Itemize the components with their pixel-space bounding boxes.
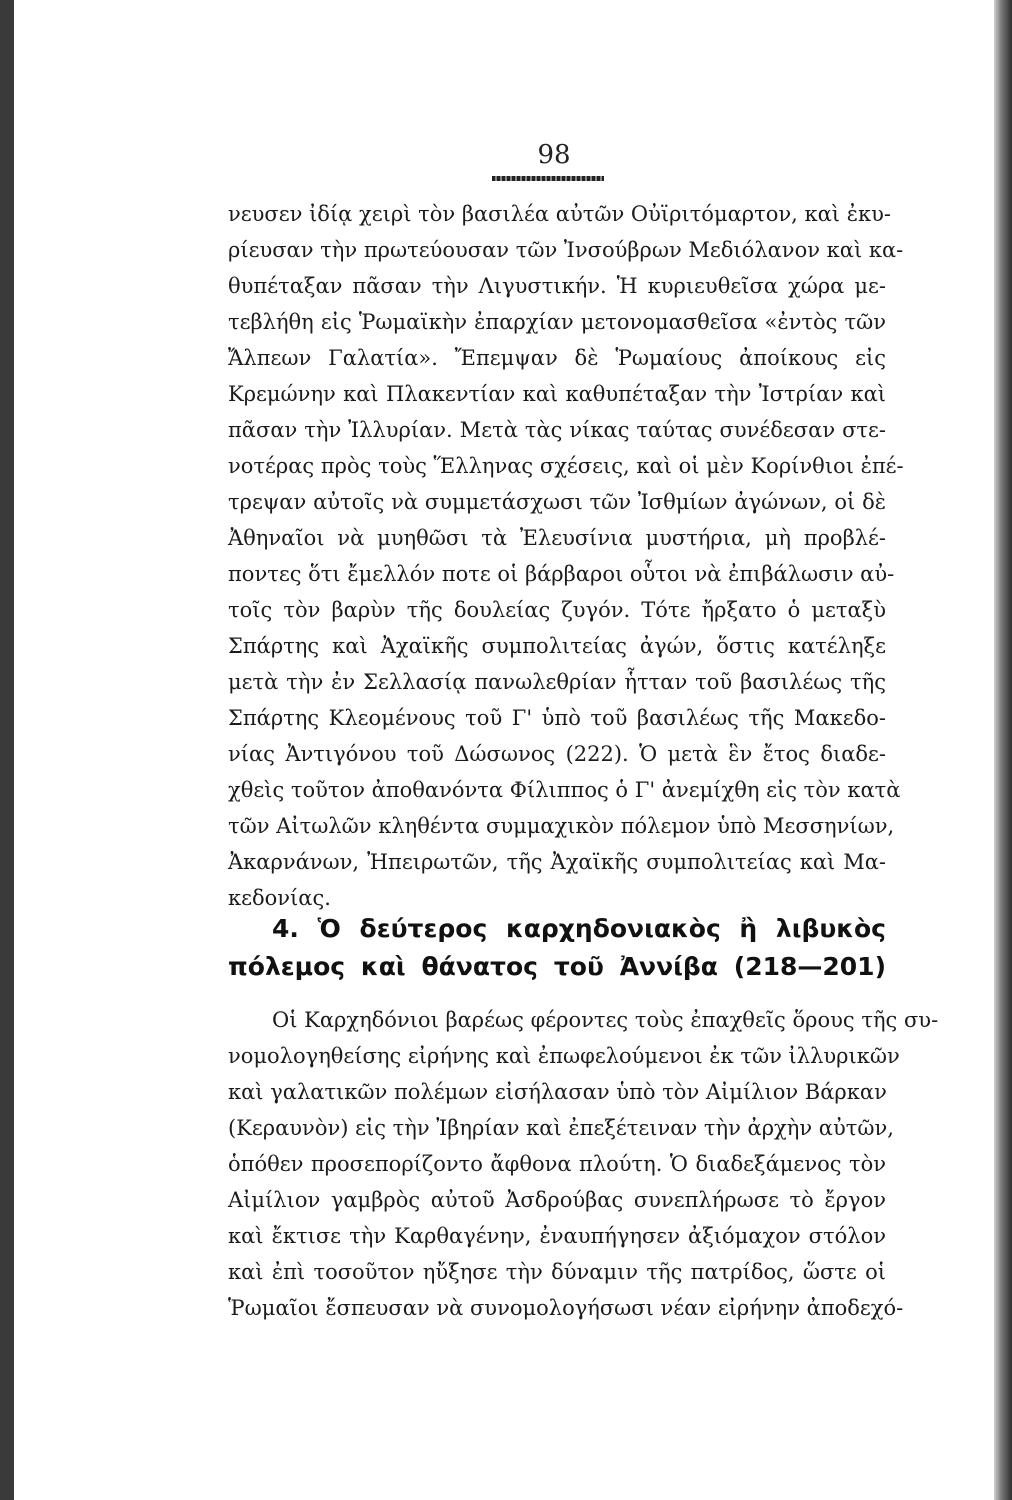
paragraph-1-line: Ἀκαρνάνων, Ἠπειρωτῶν, τῆς Ἀχαϊκῆς συμπολιτείας καὶ Μα- bbox=[228, 850, 886, 874]
paragraph-2-line: καὶ γαλατικῶν πολέμων εἰσήλασαν ὑπὸ τὸν Αἰμίλιον Βάρκαν bbox=[228, 1080, 887, 1104]
paragraph-2-line: καὶ ἔκτισε τὴν Καρθαγένην, ἐναυπήγησεν ἀξιόμαχον στόλον bbox=[228, 1224, 886, 1248]
paragraph-1-line: νοτέρας πρὸς τοὺς Ἕλληνας σχέσεις, καὶ οἱ μὲν Κορίνθιοι ἐπέ- bbox=[228, 454, 904, 478]
paragraph-2-line: (Κεραυνὸν) εἰς τὴν Ἰβηρίαν καὶ ἐπεξέτειναν τὴν ἀρχὴν αὐτῶν, bbox=[228, 1116, 894, 1140]
page-binding-edge bbox=[994, 0, 1012, 1500]
page-number: 98 bbox=[537, 140, 571, 170]
section-heading-line: πόλεμος καὶ θάνατος τοῦ Ἀννίβα (218—201) bbox=[228, 952, 886, 981]
paragraph-1-line: θυπέταξαν πᾶσαν τὴν Λιγυστικήν. Ἡ κυριευθεῖσα χώρα με- bbox=[228, 274, 886, 298]
paragraph-2-line: Ῥωμαῖοι ἔσπευσαν νὰ συνομολογήσωσι νέαν εἰρήνην ἀποδεχό- bbox=[228, 1296, 904, 1320]
paragraph-1-line: Σπάρτης καὶ Ἀχαϊκῆς συμπολιτείας ἀγών, ὅστις κατέληξε bbox=[228, 634, 886, 658]
paragraph-1-line: νευσεν ἰδίᾳ χειρὶ τὸν βασιλέα αὐτῶν Οὐϊριτόμαρτον, καὶ ἐκυ- bbox=[228, 202, 891, 226]
book-page bbox=[14, 0, 994, 1500]
paragraph-1-line: ποντες ὅτι ἔμελλόν ποτε οἱ βάρβαροι οὗτοι νὰ ἐπιβάλωσιν αὐ- bbox=[228, 562, 895, 586]
paragraph-1-line: Ἀθηναῖοι νὰ μυηθῶσι τὰ Ἐλευσίνια μυστήρια, μὴ προβλέ- bbox=[228, 526, 886, 550]
paragraph-1-line: Κρεμώνην καὶ Πλακεντίαν καὶ καθυπέταξαν τὴν Ἰστρίαν καὶ bbox=[228, 382, 886, 406]
paragraph-2-line: Οἱ Καρχηδόνιοι βαρέως φέροντες τοὺς ἐπαχθεῖς ὅρους τῆς συ- bbox=[272, 1008, 939, 1032]
paragraph-1-line: Ἄλπεων Γαλατία». Ἔπεμψαν δὲ Ῥωμαίους ἀποίκους εἰς bbox=[228, 346, 886, 370]
paragraph-1-line: τεβλήθη εἰς Ῥωμαϊκὴν ἐπαρχίαν μετονομασθεῖσα «ἐντὸς τῶν bbox=[228, 310, 886, 334]
paragraph-1-line: μετὰ τὴν ἐν Σελλασίᾳ πανωλεθρίαν ἧτταν τοῦ βασιλέως τῆς bbox=[228, 670, 886, 694]
paragraph-1-line: ρίευσαν τὴν πρωτεύουσαν τῶν Ἰνσούβρων Μεδιόλανον καὶ κα- bbox=[228, 238, 904, 262]
paragraph-2-line: ὁπόθεν προσεπορίζοντο ἄφθονα πλούτη. Ὁ διαδεξάμενος τὸν bbox=[228, 1152, 886, 1176]
paragraph-1-line: νίας Ἀντιγόνου τοῦ Δώσωνος (222). Ὁ μετὰ ἓν ἔτος διαδε- bbox=[228, 742, 886, 766]
paragraph-2-line: Αἰμίλιον γαμβρὸς αὐτοῦ Ἀσδρούβας συνεπλήρωσε τὸ ἔργον bbox=[228, 1188, 886, 1212]
paragraph-1-line: κεδονίας. bbox=[228, 886, 331, 910]
paragraph-1-line: πᾶσαν τὴν Ἰλλυρίαν. Μετὰ τὰς νίκας ταύτας συνέδεσαν στε- bbox=[228, 418, 886, 442]
paragraph-1-line: τρεψαν αὐτοῖς νὰ συμμετάσχωσι τῶν Ἰσθμίων ἀγώνων, οἱ δὲ bbox=[228, 490, 886, 514]
paragraph-2-line: νομολογηθείσης εἰρήνης καὶ ἐπωφελούμενοι ἐκ τῶν ἰλλυρικῶν bbox=[228, 1044, 900, 1068]
paragraph-1-line: τοῖς τὸν βαρὺν τῆς δουλείας ζυγόν. Τότε ἤρξατο ὁ μεταξὺ bbox=[228, 598, 886, 622]
header-ornament-rule bbox=[492, 176, 604, 181]
paragraph-1-line: χθεὶς τοῦτον ἀποθανόντα Φίλιππος ὁ Γ' ἀνεμίχθη εἰς τὸν κατὰ bbox=[228, 778, 901, 802]
paragraph-2-line: καὶ ἐπὶ τοσοῦτον ηὔξησε τὴν δύναμιν τῆς πατρίδος, ὥστε οἱ bbox=[228, 1260, 886, 1284]
paragraph-1-line: τῶν Αἰτωλῶν κληθέντα συμμαχικὸν πόλεμον ὑπὸ Μεσσηνίων, bbox=[228, 814, 895, 838]
section-heading-line: 4. Ὁ δεύτερος καρχηδονιακὸς ἢ λιβυκὸς bbox=[272, 914, 886, 943]
paragraph-1-line: Σπάρτης Κλεομένους τοῦ Γ' ὑπὸ τοῦ βασιλέως τῆς Μακεδο- bbox=[228, 706, 886, 730]
